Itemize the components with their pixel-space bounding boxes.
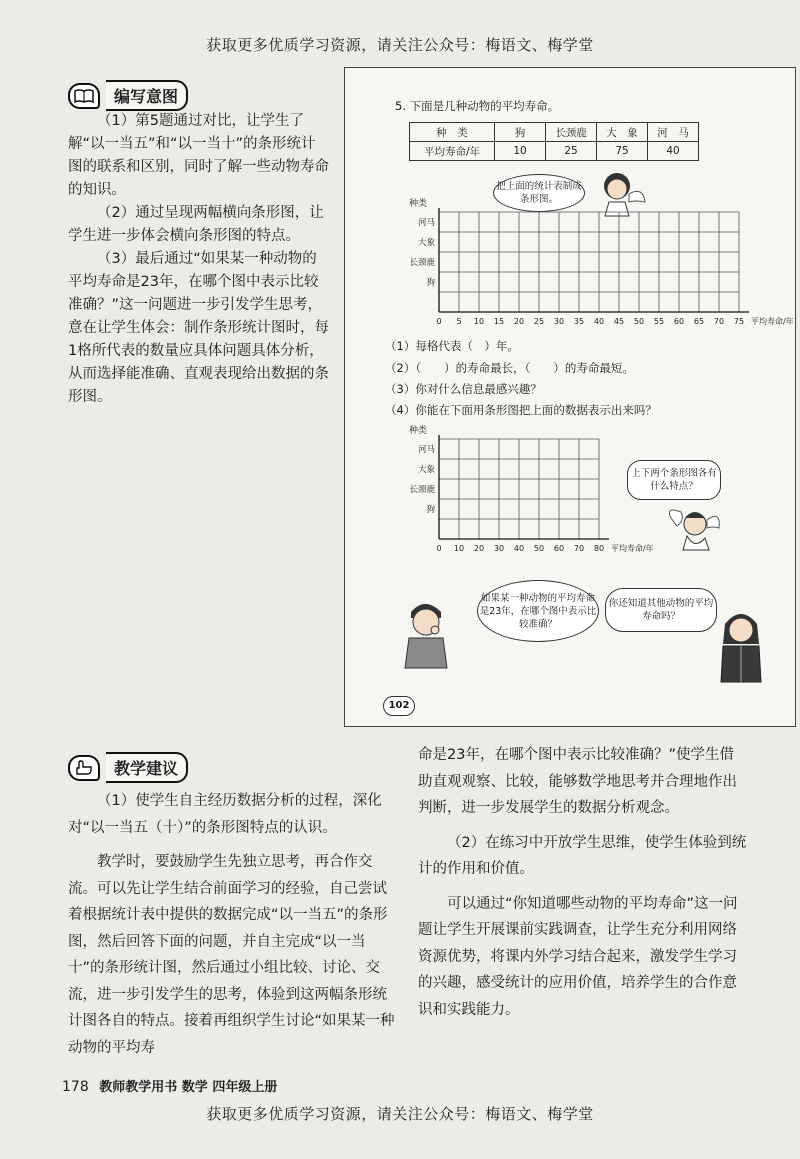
y-axis-title: 种类 <box>409 426 428 436</box>
cartoon-angel-figure <box>663 504 723 556</box>
x-axis-label: 平均寿命/年 <box>611 544 654 553</box>
table-row <box>410 123 699 142</box>
category-label: 大象 <box>417 465 435 475</box>
speech-bubble: 上下两个条形图各有什么特点？ <box>627 460 721 500</box>
section-heading-teaching-suggestions <box>68 752 188 783</box>
lifespan-table <box>409 122 699 161</box>
x-axis-label: 平均寿命/年 <box>751 317 794 326</box>
paragraph: （2）通过呈现两幅横向条形图，让学生进一步体会横向条形图的特点。 <box>68 205 324 244</box>
x-tick-label: 5 <box>456 317 462 326</box>
x-tick-label: 25 <box>533 317 545 326</box>
x-tick-label: 65 <box>693 317 705 326</box>
x-tick-label: 20 <box>513 317 525 326</box>
section-title: 编写意图 <box>106 80 188 111</box>
textbook-page-figure <box>344 67 796 727</box>
question-2: （2）（ ）的寿命最长，（ ）的寿命最短。 <box>385 361 634 375</box>
table-cell: 10 <box>495 142 546 161</box>
x-tick-label: 10 <box>473 317 485 326</box>
page-footer <box>62 1076 277 1095</box>
x-tick-label: 60 <box>673 317 685 326</box>
x-tick-label: 30 <box>493 544 505 553</box>
table-cell: 河 马 <box>648 123 699 142</box>
table-cell: 种 类 <box>410 123 495 142</box>
table-cell: 大 象 <box>597 123 648 142</box>
paragraph: （1）使学生自主经历数据分析的过程，深化对“以一当五（十）”的条形图特点的认识。 <box>68 793 382 836</box>
category-label: 长颈鹿 <box>409 258 435 268</box>
question-1: （1）每格代表（ ）年。 <box>385 339 519 353</box>
x-tick-label: 30 <box>553 317 565 326</box>
x-tick-label: 55 <box>653 317 665 326</box>
x-tick-label: 20 <box>473 544 485 553</box>
paragraph: 命是23年，在哪个图中表示比较准确？”使学生借助直观观察、比较，能够数学地思考并合理地作出判断，进一步发展学生的数据分析观念。 <box>418 747 737 816</box>
question-4: （4）你能在下面用条形图把上面的数据表示出来吗？ <box>385 403 657 417</box>
textbook-page-number: 102 <box>383 696 415 716</box>
x-tick-label: 45 <box>613 317 625 326</box>
x-tick-label: 15 <box>493 317 505 326</box>
speech-bubble: 你还知道其他动物的平均寿命吗？ <box>605 588 717 632</box>
x-tick-label: 0 <box>436 544 442 553</box>
category-label: 长颈鹿 <box>409 485 435 495</box>
x-tick-label: 40 <box>513 544 525 553</box>
hand-pointer-icon <box>68 755 100 781</box>
bar-chart-grid-2 <box>395 423 655 563</box>
table-cell: 25 <box>546 142 597 161</box>
table-cell: 75 <box>597 142 648 161</box>
category-label: 大象 <box>417 238 435 248</box>
page-number: 178 <box>62 1079 89 1095</box>
exercise-title: 5. 下面是几种动物的平均寿命。 <box>395 99 560 113</box>
teaching-suggestions-left-column <box>68 788 400 1069</box>
y-axis-title: 种类 <box>409 199 428 209</box>
paragraph: 教学时，要鼓励学生先独立思考，再合作交流。可以先让学生结合前面学习的经验，自己尝试着根据统计表中提供的数据完成“以一当五”的条形图，然后回答下面的问题，并自主完成“以一当十”的条形统计图，然后通过小组比较、讨论、交流，进一步引发学生的思考，体验到这两幅条形统计图各自的特点。接着再组织学生讨论“如果某一种动物的平均寿 <box>68 854 395 1056</box>
table-cell: 长颈鹿 <box>546 123 597 142</box>
x-tick-label: 10 <box>453 544 465 553</box>
paragraph: （3）最后通过“如果某一种动物的平均寿命是23年，在哪个图中表示比较准确？”这一问题进一步引发学生思考，意在让学生体会：制作条形统计图时，每1格所代表的数量应具体问题具体分析，从而选择能准确、直观表现给出数据的条形图。 <box>68 251 329 405</box>
paragraph: （1）第5题通过对比，让学生了解“以一当五”和“以一当十”的条形统计图的联系和区别，同时了解一些动物寿命的知识。 <box>68 113 329 198</box>
open-book-icon <box>68 83 100 109</box>
watermark-top: 获取更多优质学习资源，请关注公众号：梅语文、梅学堂 <box>206 36 594 54</box>
category-label: 狗 <box>426 278 435 288</box>
speech-bubble: 把上面的统计表制成条形图。 <box>493 174 585 212</box>
paragraph: 可以通过“你知道哪些动物的平均寿命”这一问题让学生开展课前实践调查，让学生充分利用网络资源优势，将课内外学习结合起来，激发学生学习的兴趣，感受统计的应用价值，培养学生的合作意识和实践能力。 <box>418 895 738 1018</box>
table-cell: 平均寿命/年 <box>410 142 495 161</box>
x-tick-label: 50 <box>633 317 645 326</box>
x-tick-label: 0 <box>436 317 442 326</box>
cartoon-girl-standing-figure <box>713 604 769 684</box>
x-tick-label: 40 <box>593 317 605 326</box>
bar-chart-grid-1 <box>395 198 794 326</box>
question-3: （3）你对什么信息最感兴趣？ <box>385 382 542 396</box>
x-tick-label: 70 <box>713 317 725 326</box>
section-title: 教学建议 <box>106 752 188 783</box>
x-tick-label: 80 <box>593 544 605 553</box>
table-cell: 狗 <box>495 123 546 142</box>
x-tick-label: 70 <box>573 544 585 553</box>
x-tick-label: 75 <box>733 317 745 326</box>
table-cell: 40 <box>648 142 699 161</box>
thought-bubble: 如果某一种动物的平均寿命是23年，在哪个图中表示比较准确？ <box>477 580 599 642</box>
category-label: 狗 <box>426 505 435 515</box>
x-tick-label: 35 <box>573 317 585 326</box>
x-tick-label: 60 <box>553 544 565 553</box>
x-tick-label: 50 <box>533 544 545 553</box>
paragraph: （2）在练习中开放学生思维，使学生体验到统计的作用和价值。 <box>418 834 747 877</box>
cartoon-boy-thinking-figure <box>397 596 455 668</box>
teaching-suggestions-right-column <box>418 742 748 1031</box>
section-heading-writing-intent <box>68 80 188 111</box>
category-label: 河马 <box>417 445 435 455</box>
category-label: 河马 <box>417 218 435 228</box>
watermark-bottom: 获取更多优质学习资源，请关注公众号：梅语文、梅学堂 <box>206 1105 594 1123</box>
book-title: 教师教学用书 数学 四年级上册 <box>99 1080 278 1095</box>
table-row <box>410 142 699 161</box>
writing-intent-text <box>68 110 330 409</box>
